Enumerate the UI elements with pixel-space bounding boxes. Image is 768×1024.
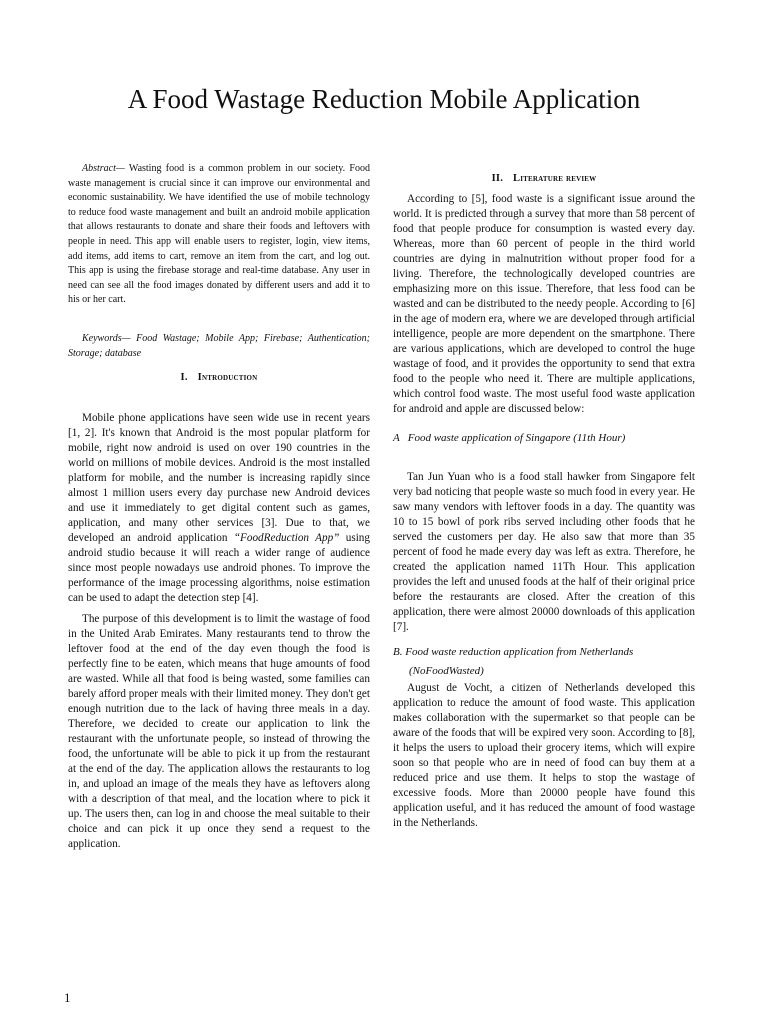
literature-paragraph-1: According to [5], food waste is a significant issue around the world. It is predicted through a survey that more than 58 percent of food that people produce for consumption is wasted every day. Whereas, more than 60 percent of people in the third world countries are dying in malnutrition without proper food for a living. Therefore, the technologically developed countries are emphasizing more on this issue. Therefore, that less food can be wasted and can be distributed to the needy people. According to [6] in the age of modern era, where we are developed through artificial intelligence, people are more dependent on the smartphone. There are various applications, which are developed to control the huge wastage of food, and it provides the opportunity to send that extra food to the people who need it. There are multiple applications, which control food waste. The most useful food waste application for android and apple are discussed below: <box>393 193 695 415</box>
right-column <box>393 172 695 837</box>
subsection-a-heading <box>393 431 695 446</box>
keywords-text: Food Wastage; Mobile App; Firebase; Authentication; Storage; database <box>68 332 370 359</box>
subsection-b-heading <box>393 643 695 681</box>
subsection-b-paragraph: August de Vocht, a citizen of Netherlands developed this application to reduce the amount of food waste. This application makes collaboration with the supermarket so that people can be aware of the foods that will be expired very soon. According to [8], it helps the users to upload their grocery items, which will expire soon so that people who are in need of food can buy them at a reduced price and use them. It helps to stop the wastage of excessive foods. More than 20000 people have found this application useful, and it has reduced the amount of food wastage in the Netherlands. <box>393 682 695 829</box>
subsection-b-title: Food waste reduction application from Netherlands <box>405 646 634 658</box>
introduction-paragraph-2: The purpose of this development is to limit the wastage of food in the United Arab Emirates. Many restaurants tend to throw the leftover food at the end of the day even though the food is perfectly fine to be eaten, which means that huge amounts of food are wasted. While all that food is being wasted, some families can barely afford proper meals with their limited money. They don't get enough nutrition due to the lack of having three meals in a day. Therefore, we decided to create our application to link the restaurant with the unfortunate people, so instead of throwing the food, the unfortunate will be able to pick it up from the restaurant at the end of the day. The application allows the restaurants to log in, and upload an image of the meals they have as leftovers along with a description of that meal, and the location where to pick it up. The users then, can log in and choose the meal suitable to their choice and can pick it up once they send a request to the application. <box>68 613 370 851</box>
abstract-text: Wasting food is a common problem in our society. Food waste management is crucial since it can improve our environmental and economic sustainability. We have identified the use of mobile technology to reduce food waste management and built an android mobile application that allows restaurants to donate and share their foods and leftovers with people in need. This app will enable users to register, login, view items, add items, add items to cart, remove an item from the cart, and log out. This app is using the firebase storage and real-time database. Any user in need can see all the food images donated by different users and add it to his or her cart. <box>68 163 370 306</box>
intro-p1-after: using android studio because it will reach a wider range of audience since most people nowadays use android phones. To improve the performance of the image processing algorithms, noise estimation can be used to adapt the detection step [4]. <box>68 532 370 605</box>
literature-title: Literature review <box>513 173 597 184</box>
subsection-a-title: Food waste application of Singapore (11th Hour) <box>407 432 626 444</box>
introduction-title: Introduction <box>197 372 258 384</box>
literature-heading <box>393 172 695 186</box>
paper-title: A Food Wastage Reduction Mobile Application <box>127 84 641 114</box>
subsection-a-letter: A <box>393 432 400 444</box>
subsection-a-paragraph: Tan Jun Yuan who is a food stall hawker from Singapore felt very bad noticing that people waste so much food in every year. He saw many vendors with leftover foods in a day. The quantity was 10 to 15 bowl of pork ribs served including other foods that he served the customers per day. He also saw that more than 35 percent of food he made every day was left as extra. Therefore, he created the application named 11Th Hour. This application provides the left and unused foods at the half of their original price before the restaurants are closed. After the creation of this application, there were almost 20000 downloads of this application [7]. <box>393 471 695 633</box>
intro-app-name: “FoodReduction App” <box>233 532 340 545</box>
keywords-label: Keywords— <box>82 332 131 344</box>
subsection-b-letter: B. <box>393 646 403 658</box>
keywords <box>68 332 370 361</box>
left-column <box>68 162 370 858</box>
introduction-number: I. <box>180 372 188 384</box>
page-number: 1 <box>64 990 71 1005</box>
abstract <box>68 162 370 308</box>
intro-p1-before: Mobile phone applications have seen wide use in recent years [1, 2]. It's known that Android is the most popular platform for mobile, right now android is used on over 190 countries in the world on millions of mobile devices. Android is the most installed platform for mobile, and the number is increasing rapidly since almost 1 million users every day purchase new Android devices and use it immediately to get digital content such as games, application, and many other services [3]. Due to that, we developed an android application <box>68 412 370 545</box>
introduction-paragraph-1 <box>68 411 370 606</box>
subsection-b-title-cont: (NoFoodWasted) <box>409 665 484 677</box>
literature-number: II. <box>491 173 504 184</box>
introduction-heading <box>68 371 370 385</box>
abstract-label: Abstract— <box>82 163 125 174</box>
